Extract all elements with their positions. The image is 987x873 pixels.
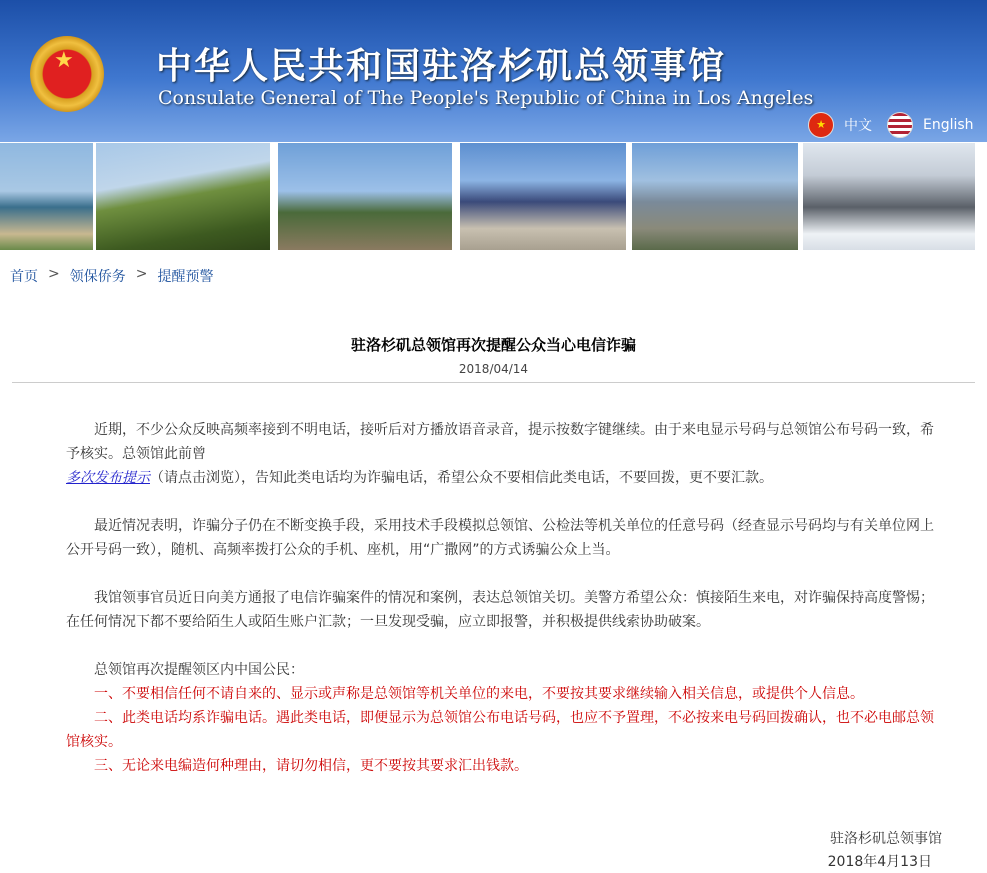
signature-date: 2018年4月13日 <box>827 854 932 870</box>
breadcrumb-consular[interactable]: 领保侨务 <box>69 269 126 285</box>
temple-of-heaven-photo <box>460 143 626 250</box>
lang-chinese-link[interactable] <box>808 112 872 138</box>
paragraph-2: 最近情况表明，诈骗分子仍在不断变换手段，采用技术手段模拟总领馆、公检法等机关单位的任意号码（经查显示号码均与有关单位网上公开号码一致），随机、高频率拨打公众的手机、座机，用“广撒网”的方式诱骗公众上当。 <box>66 518 934 558</box>
great-wall-photo <box>96 143 270 250</box>
coast-photo <box>0 143 93 250</box>
site-header <box>0 0 987 142</box>
breadcrumb-home[interactable]: 首页 <box>10 269 38 285</box>
breadcrumb-alerts[interactable]: 提醒预警 <box>157 269 214 285</box>
lang-english-link[interactable] <box>887 112 974 138</box>
site-title-cn: 中华人民共和国驻洛杉矶总领事馆 <box>156 46 727 87</box>
lang-en-label: English <box>923 117 974 133</box>
paragraph-4: 总领馆再次提醒领区内中国公民： <box>94 662 304 678</box>
paragraph-1 <box>66 418 946 490</box>
signature: 驻洛杉矶总领事馆 <box>830 831 942 847</box>
previous-alerts-link[interactable]: 多次发布提示 <box>66 470 150 486</box>
article-title: 驻洛杉矶总领馆再次提醒公众当心电信诈骗 <box>350 336 636 354</box>
reminder-3: 三、无论来电编造何种理由，请切勿相信，更不要按其要求汇出钱款。 <box>94 758 528 774</box>
palm-street-photo <box>278 143 452 250</box>
photo-banner <box>0 143 987 250</box>
los-angeles-skyline-photo <box>632 143 798 250</box>
reminder-1: 一、不要相信任何不请自来的、显示或声称是总领馆等机关单位的来电，不要按其要求继续输入相关信息，或提供个人信息。 <box>94 686 864 702</box>
us-flag-icon <box>887 112 913 138</box>
p1-text-b: （请点击浏览），告知此类电话均为诈骗电话，希望公众不要相信此类电话，不要回拨，更不要汇款。 <box>150 470 773 486</box>
national-emblem-icon: ★ <box>30 36 104 112</box>
p1-text: 近期，不少公众反映高频率接到不明电话，接听后对方播放语音录音，提示按数字键继续。由于来电显示号码与总领馆公布号码一致，希予核实。总领馆此前曾 <box>66 422 934 462</box>
breadcrumb <box>10 266 213 286</box>
huangshan-photo <box>803 143 975 250</box>
reminder-2: 二、此类电话均系诈骗电话。遇此类电话，即便显示为总领馆公布电话号码，也应不予置理，不必按来电号码回拨确认，也不必电邮总领馆核实。 <box>66 710 934 750</box>
article-body <box>66 418 946 778</box>
breadcrumb-separator: > <box>48 266 60 282</box>
paragraph-3: 我馆领事官员近日向美方通报了电信诈骗案件的情况和案例，表达总领馆关切。美警方希望公众：慎接陌生来电，对诈骗保持高度警惕；在任何情况下都不要给陌生人或陌生账户汇款；一旦发现受骗，应立即报警，并积极提供线索协助破案。 <box>66 590 934 630</box>
site-title-en: Consulate General of The People's Republic of China in Los Angeles <box>158 87 814 109</box>
divider <box>12 382 975 383</box>
lang-cn-label: 中文 <box>844 118 872 134</box>
breadcrumb-separator: > <box>135 266 148 282</box>
article-date: 2018/04/14 <box>458 362 529 376</box>
china-flag-icon: ★ <box>808 112 834 138</box>
